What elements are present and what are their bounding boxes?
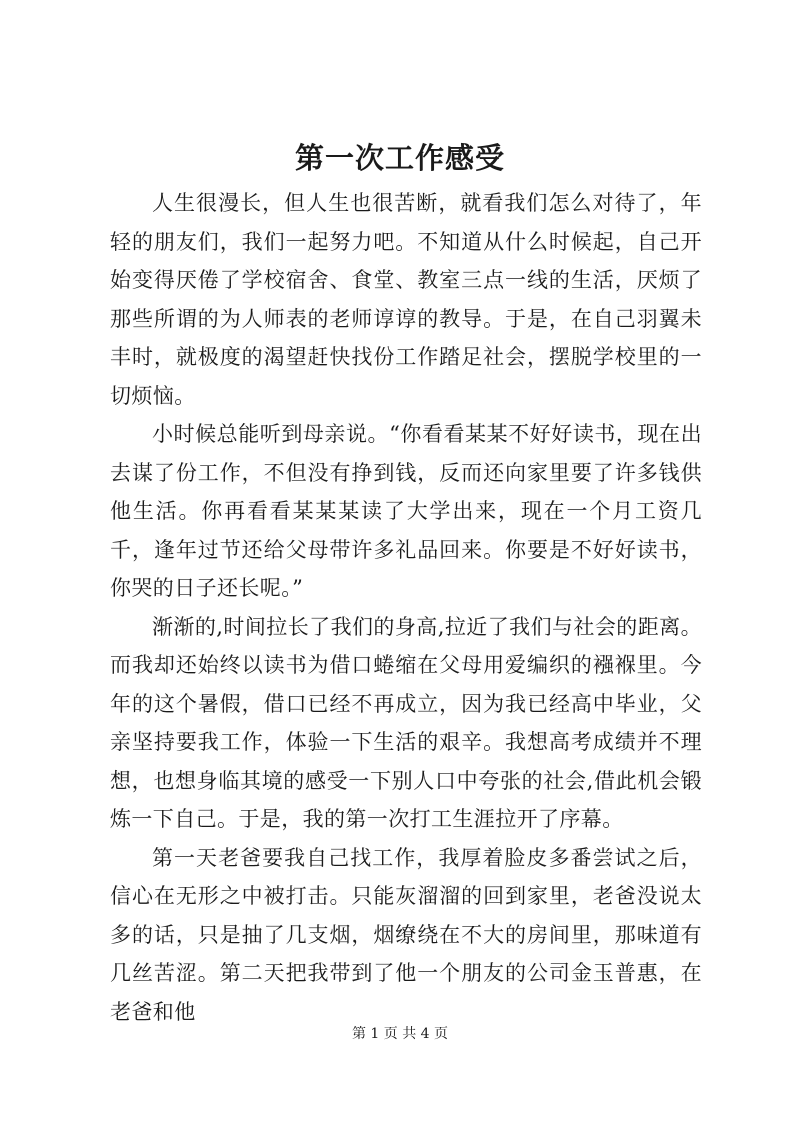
page-footer: 第 1 页 共 4 页 (351, 1026, 449, 1042)
document-body (110, 184, 702, 1031)
paragraph-3: 渐渐的,时间拉长了我们的身高,拉近了我们与社会的距离。而我却还始终以读书为借口蜷缩在父母用爱编织的襁褓里。今年的这个暑假，借口已经不再成立，因为我已经高中毕业，父亲坚持要我工作，体验一下生活的艰辛。我想高考成绩并不理想，也想身临其境的感受一下别人口中夸张的社会,借此机会锻炼一下自己。于是，我的第一次打工生涯拉开了序幕。 (110, 614, 702, 831)
paragraph-2: 小时候总能听到母亲说。“你看看某某不好好读书，现在出去谋了份工作，不但没有挣到钱，反而还向家里要了许多钱供他生活。你再看看某某某读了大学出来，现在一个月工资几千，逢年过节还给父母带许多礼品回来。你要是不好好读书，你哭的日子还长呢。” (110, 422, 702, 600)
paragraph-4: 第一天老爸要我自己找工作，我厚着脸皮多番尝试之后，信心在无形之中被打击。只能灰溜溜的回到家里，老爸没说太多的话，只是抽了几支烟，烟缭绕在不大的房间里，那味道有几丝苦涩。第二天把我带到了他一个朋友的公司金玉普惠，在老爸和他 (110, 845, 702, 1024)
paragraph-1: 人生很漫长，但人生也很苦断，就看我们怎么对待了，年轻的朋友们，我们一起努力吧。不知道从什么时候起，自己开始变得厌倦了学校宿舍、食堂、教室三点一线的生活，厌烦了那些所谓的为人师表的老师谆谆的教导。于是，在自己羽翼未丰时，就极度的渴望赶快找份工作踏足社会，摆脱学校里的一切烦恼。 (110, 191, 702, 408)
document-title: 第一次工作感受 (294, 141, 505, 175)
